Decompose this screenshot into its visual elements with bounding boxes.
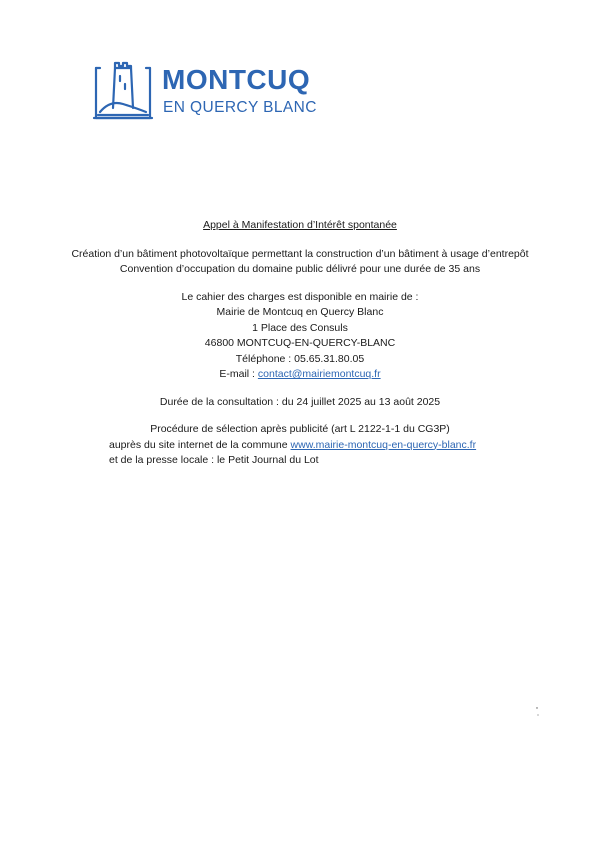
address-name: Mairie de Montcuq en Quercy Blanc [216, 306, 384, 318]
procedure-line-2 [0, 438, 600, 454]
address-email-line [0, 367, 600, 383]
description-line-2: Convention d’occupation du domaine public délivré pour une durée de 35 ans [119, 263, 481, 275]
email-link[interactable]: contact@mairiemontcuq.fr [257, 368, 381, 380]
procedure-prefix: auprès du site internet de la commune [109, 438, 291, 451]
scan-speck [536, 706, 539, 718]
consultation-duration: Durée de la consultation : du 24 juillet 2025 au 13 août 2025 [159, 395, 441, 408]
website-link[interactable]: www.mairie-montcuq-en-quercy-blanc.fr [290, 438, 477, 451]
procedure-line-1: Procédure de sélection après publicité (art L 2122-1-1 du CG3P) [150, 423, 450, 435]
notice-body [0, 218, 600, 469]
procedure-block [0, 422, 600, 469]
availability-text: Le cahier des charges est disponible en mairie de : [181, 290, 419, 303]
procedure-line-3: et de la presse locale : le Petit Journal du Lot [109, 454, 319, 466]
logo-name: MONTCUQ [162, 64, 311, 95]
notice-title: Appel à Manifestation d’Intérêt spontanée [203, 219, 397, 231]
logo-subtitle: EN QUERCY BLANC [163, 99, 317, 116]
montcuq-logo [90, 54, 350, 126]
address-street: 1 Place des Consuls [252, 321, 348, 334]
tower-icon [90, 54, 156, 124]
address-city: 46800 MONTCUQ-EN-QUERCY-BLANC [204, 337, 396, 349]
description-line-1: Création d’un bâtiment photovoltaïque permettant la construction d’un bâtiment à usage d’entrepôt [71, 247, 529, 260]
email-label: E-mail : [219, 368, 258, 380]
address-phone: Téléphone : 05.65.31.80.05 [235, 352, 365, 365]
